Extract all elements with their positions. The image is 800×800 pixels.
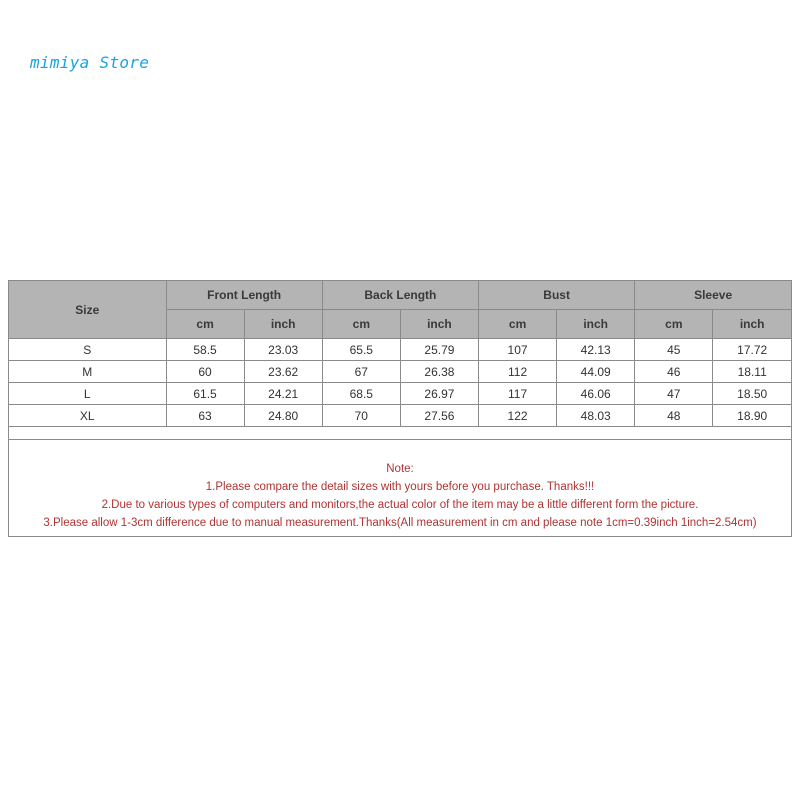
size-chart bbox=[8, 280, 792, 537]
unit-header-inch: inch bbox=[244, 310, 322, 339]
notes-title: Note: bbox=[386, 463, 414, 475]
store-watermark: mimiya Store bbox=[30, 53, 150, 72]
value-cell: 23.62 bbox=[244, 361, 322, 383]
value-cell: 26.97 bbox=[400, 383, 478, 405]
value-cell: 58.5 bbox=[166, 339, 244, 361]
value-cell: 18.90 bbox=[713, 405, 791, 427]
sleeve-header: Sleeve bbox=[635, 281, 791, 310]
size-cell: M bbox=[9, 361, 166, 383]
value-cell: 67 bbox=[322, 361, 400, 383]
table-row bbox=[9, 383, 791, 405]
value-cell: 117 bbox=[479, 383, 557, 405]
value-cell: 46 bbox=[635, 361, 713, 383]
value-cell: 26.38 bbox=[400, 361, 478, 383]
bust-header: Bust bbox=[479, 281, 635, 310]
value-cell: 23.03 bbox=[244, 339, 322, 361]
size-cell: S bbox=[9, 339, 166, 361]
back-length-header: Back Length bbox=[322, 281, 478, 310]
value-cell: 48.03 bbox=[557, 405, 635, 427]
table-row bbox=[9, 339, 791, 361]
size-column-header: Size bbox=[9, 281, 166, 339]
value-cell: 45 bbox=[635, 339, 713, 361]
value-cell: 44.09 bbox=[557, 361, 635, 383]
unit-header-inch: inch bbox=[713, 310, 791, 339]
value-cell: 18.11 bbox=[713, 361, 791, 383]
value-cell: 24.80 bbox=[244, 405, 322, 427]
value-cell: 17.72 bbox=[713, 339, 791, 361]
value-cell: 24.21 bbox=[244, 383, 322, 405]
size-cell: L bbox=[9, 383, 166, 405]
value-cell: 27.56 bbox=[400, 405, 478, 427]
value-cell: 70 bbox=[322, 405, 400, 427]
value-cell: 122 bbox=[479, 405, 557, 427]
unit-header-cm: cm bbox=[635, 310, 713, 339]
value-cell: 42.13 bbox=[557, 339, 635, 361]
value-cell: 48 bbox=[635, 405, 713, 427]
value-cell: 112 bbox=[479, 361, 557, 383]
value-cell: 65.5 bbox=[322, 339, 400, 361]
note-line: 3.Please allow 1-3cm difference due to manual measurement.Thanks(All measurement in cm and please note 1cm=0.39inch 1inch=2.54cm) bbox=[43, 517, 757, 529]
note-line: 1.Please compare the detail sizes with yours before you purchase. Thanks!!! bbox=[205, 481, 595, 493]
table-row bbox=[9, 361, 791, 383]
unit-header-inch: inch bbox=[400, 310, 478, 339]
size-table bbox=[9, 281, 791, 427]
notes-section bbox=[9, 439, 791, 536]
value-cell: 25.79 bbox=[400, 339, 478, 361]
table-row bbox=[9, 405, 791, 427]
note-line: 2.Due to various types of computers and monitors,the actual color of the item may be a little different form the picture. bbox=[101, 499, 699, 511]
unit-header-cm: cm bbox=[479, 310, 557, 339]
value-cell: 107 bbox=[479, 339, 557, 361]
value-cell: 68.5 bbox=[322, 383, 400, 405]
value-cell: 61.5 bbox=[166, 383, 244, 405]
unit-header-inch: inch bbox=[557, 310, 635, 339]
unit-header-cm: cm bbox=[322, 310, 400, 339]
size-cell: XL bbox=[9, 405, 166, 427]
value-cell: 47 bbox=[635, 383, 713, 405]
value-cell: 46.06 bbox=[557, 383, 635, 405]
value-cell: 60 bbox=[166, 361, 244, 383]
unit-header-cm: cm bbox=[166, 310, 244, 339]
value-cell: 63 bbox=[166, 405, 244, 427]
front-length-header: Front Length bbox=[166, 281, 322, 310]
value-cell: 18.50 bbox=[713, 383, 791, 405]
